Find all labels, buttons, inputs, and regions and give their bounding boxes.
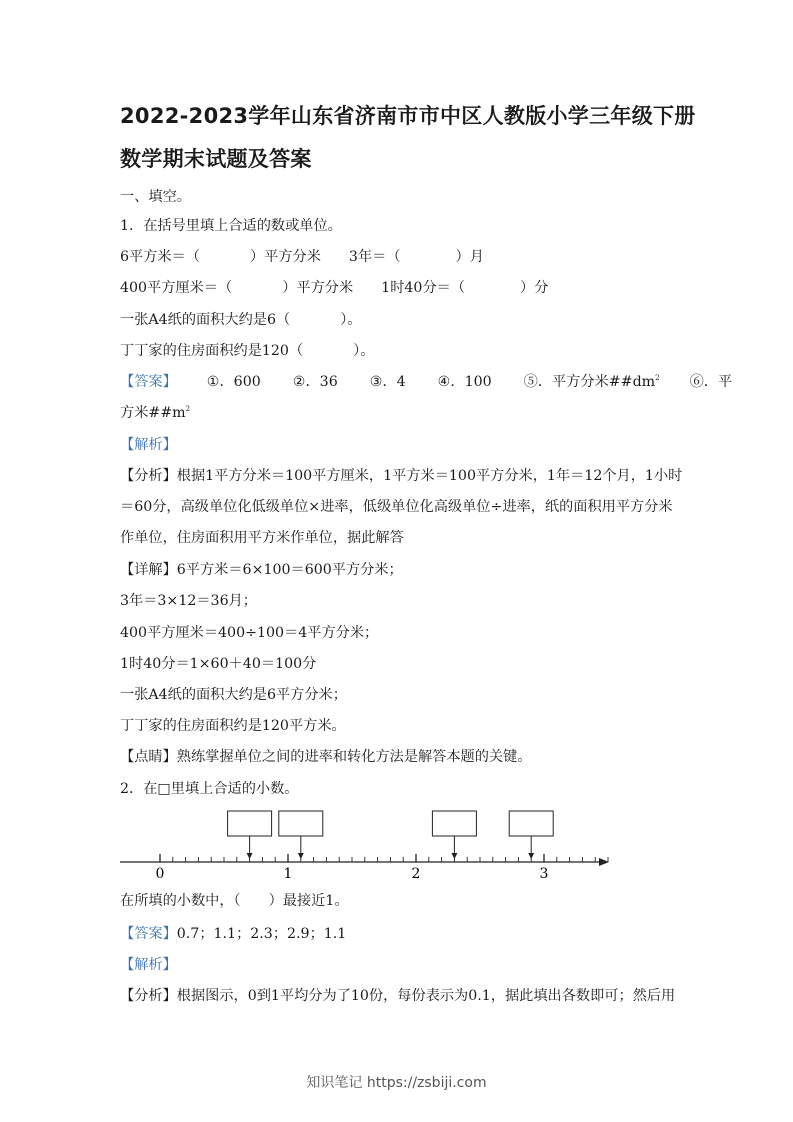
answer-option: ⑤．平方分米##dm <box>523 374 656 390</box>
detail-text: 6平方米＝6×100＝600平方分米； <box>176 562 403 578</box>
tick-label: 1 <box>283 866 293 882</box>
tick-label: 3 <box>539 866 549 882</box>
answer-box[interactable] <box>228 811 272 836</box>
superscript: 2 <box>655 374 660 382</box>
question-1-answer-continued <box>120 406 190 420</box>
q1-blank-5-suffix: ）。 <box>340 312 362 328</box>
superscript: 2 <box>185 405 191 413</box>
answer-box[interactable] <box>509 811 553 836</box>
question-1-line-1 <box>120 250 484 264</box>
dianjing-label: 【点睛】 <box>120 749 177 765</box>
q1-detail-line-6: 丁丁家的住房面积约是120平方米。 <box>120 718 346 734</box>
answer-text: 0.7；1.1；2.3；2.9；1.1 <box>176 926 347 942</box>
analysis-label: 【解析】 <box>120 437 177 453</box>
answer-label: 【答案】 <box>120 374 177 390</box>
question-1-line-3 <box>120 313 361 327</box>
xiangjie-label: 【详解】 <box>120 562 177 578</box>
q1-blank-3-suffix: ）平方分米 <box>282 280 354 296</box>
q1-analysis-line-3: 作单位，住房面积用平方米作单位，据此解答 <box>120 530 404 546</box>
answer-box[interactable] <box>279 811 323 836</box>
pointer-arrowhead <box>298 853 304 859</box>
tick-label: 2 <box>411 866 421 882</box>
q1-analysis-line-2: ＝60分，高级单位化低级单位×进率，低级单位化高级单位÷进率，纸的面积用平方分米 <box>120 499 673 515</box>
fenxi-text: 根据1平方分米＝100平方厘米，1平方米＝100平方分米，1年＝12个月，1小时 <box>176 468 683 484</box>
q1-detail-line-2: 3年＝3×12＝36月； <box>120 593 257 609</box>
q1-detail-line-3: 400平方厘米＝400÷100＝4平方分米； <box>120 625 379 641</box>
q1-analysis-line-1 <box>120 469 682 483</box>
answer-option: ②．36 <box>292 374 338 390</box>
question-2-answer <box>120 927 346 941</box>
document-title-line-1: 2022-2023学年山东省济南市市中区人教版小学三年级下册 <box>120 104 696 128</box>
answer-box[interactable] <box>432 811 476 836</box>
q1-blank-1-suffix: ）平方分米 <box>249 249 321 265</box>
number-line-boxes <box>228 811 554 859</box>
q1-blank-6-suffix: ）。 <box>353 343 375 359</box>
q1-blank-4-prefix: 1时40分＝（ <box>381 280 466 296</box>
q1-key-point <box>120 750 531 764</box>
fenxi-label: 【分析】 <box>120 988 177 1004</box>
answer-option: ①．600 <box>206 374 261 390</box>
question-2-closest <box>120 894 349 908</box>
q1-detail-line-5: 一张A4纸的面积大约是6平方分米； <box>120 687 347 703</box>
answer-option: ⑥．平 <box>689 374 733 390</box>
closest-prefix: 在所填的小数中，（ <box>120 893 241 909</box>
fenxi-label: 【分析】 <box>120 468 177 484</box>
number-line-ticks <box>160 854 608 862</box>
question-1-line-4 <box>120 344 374 358</box>
question-2-stem: 2．在□里填上合适的小数。 <box>120 781 299 797</box>
number-line-arrow <box>599 858 609 866</box>
q1-detail-line-4: 1时40分＝1×60＋40＝100分 <box>120 656 317 672</box>
analysis-label: 【解析】 <box>120 957 177 973</box>
q1-blank-2-prefix: 3年＝（ <box>348 249 401 265</box>
section-heading: 一、填空。 <box>120 189 191 205</box>
answer-option: ④．100 <box>437 374 492 390</box>
answer-continued-text: 方米##m <box>120 405 186 421</box>
question-1-line-2 <box>120 281 548 295</box>
answer-label: 【答案】 <box>120 926 177 942</box>
question-1-stem: 1．在括号里填上合适的数或单位。 <box>120 218 342 234</box>
pointer-arrowhead <box>451 853 457 859</box>
q1-blank-2-suffix: ）月 <box>455 249 484 265</box>
q1-blank-1-prefix: 6平方米＝（ <box>120 249 200 265</box>
fenxi-text: 根据图示，0到1平均分为了10份，每份表示为0.1，据此填出各数即可；然后用 <box>176 988 676 1004</box>
pointer-arrowhead <box>528 853 534 859</box>
q1-blank-6-prefix: 丁丁家的住房面积约是120（ <box>120 343 304 359</box>
tick-label: 0 <box>155 866 165 882</box>
document-title-line-2: 数学期末试题及答案 <box>120 147 312 171</box>
answer-option: ③．4 <box>369 374 406 390</box>
number-line <box>115 805 615 883</box>
page-footer: 知识笔记 https://zsbiji.com <box>306 1075 487 1091</box>
closest-suffix: ）最接近1。 <box>268 893 349 909</box>
q1-blank-3-prefix: 400平方厘米＝（ <box>120 280 233 296</box>
pointer-arrowhead <box>247 853 253 859</box>
q1-blank-4-suffix: ）分 <box>520 280 549 296</box>
q1-detail-line-1 <box>120 563 403 577</box>
q2-analysis-line-1 <box>120 989 675 1003</box>
dianjing-text: 熟练掌握单位之间的进率和转化方法是解答本题的关键。 <box>176 749 532 765</box>
question-1-answer <box>120 375 732 389</box>
q1-blank-5-prefix: 一张A4纸的面积大约是6（ <box>120 312 291 328</box>
